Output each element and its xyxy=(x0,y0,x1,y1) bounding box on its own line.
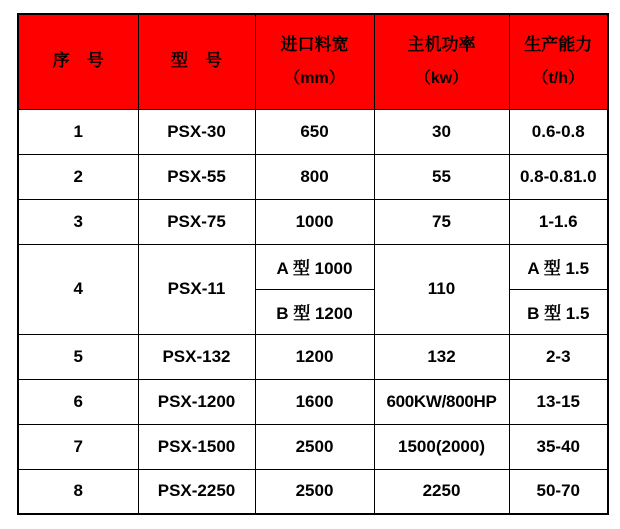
cell-width-type-b: B 型 1200 xyxy=(255,289,374,334)
cell-model: PSX-55 xyxy=(138,154,255,199)
cell-power: 132 xyxy=(374,334,509,379)
cell-width: 2500 xyxy=(255,424,374,469)
cell-model: PSX-11 xyxy=(138,244,255,334)
header-power-label: 主机功率 xyxy=(407,35,476,55)
cell-power: 55 xyxy=(374,154,509,199)
header-inlet-width-unit: （mm） xyxy=(284,69,345,87)
cell-serial: 3 xyxy=(18,199,138,244)
cell-model: PSX-1200 xyxy=(138,379,255,424)
header-capacity-unit: （t/h） xyxy=(532,69,585,87)
cell-power: 110 xyxy=(374,244,509,334)
cell-serial: 1 xyxy=(18,109,138,154)
table-row-4a xyxy=(18,244,608,289)
table-row-1 xyxy=(18,109,608,154)
cell-power: 30 xyxy=(374,109,509,154)
header-row xyxy=(18,14,608,109)
cell-serial: 4 xyxy=(18,244,138,334)
table-row-5 xyxy=(18,334,608,379)
table-row-3 xyxy=(18,199,608,244)
header-cell-inlet-width xyxy=(255,14,374,109)
cell-width-type-a: A 型 1000 xyxy=(255,244,374,289)
table-row-2 xyxy=(18,154,608,199)
cell-width: 650 xyxy=(255,109,374,154)
cell-capacity: 0.8-0.81.0 xyxy=(509,154,608,199)
table-row-6 xyxy=(18,379,608,424)
cell-width: 1200 xyxy=(255,334,374,379)
header-power-unit: （kw） xyxy=(414,69,469,87)
header-serial-label: 序 号 xyxy=(52,51,104,71)
header-inlet-width-label: 进口料宽 xyxy=(280,35,349,55)
header-capacity-label: 生产能力 xyxy=(524,35,593,55)
table-row-8 xyxy=(18,469,608,514)
cell-power: 1500(2000) xyxy=(374,424,509,469)
cell-width: 1000 xyxy=(255,199,374,244)
header-model-label: 型 号 xyxy=(171,51,222,71)
header-cell-serial xyxy=(18,14,138,109)
cell-capacity: 0.6-0.8 xyxy=(509,109,608,154)
header-cell-capacity xyxy=(509,14,608,109)
cell-model: PSX-75 xyxy=(138,199,255,244)
cell-serial: 8 xyxy=(18,469,138,514)
cell-model: PSX-2250 xyxy=(138,469,255,514)
cell-serial: 5 xyxy=(18,334,138,379)
cell-serial: 6 xyxy=(18,379,138,424)
cell-serial: 2 xyxy=(18,154,138,199)
cell-power: 75 xyxy=(374,199,509,244)
cell-model: PSX-132 xyxy=(138,334,255,379)
cell-power: 600KW/800HP xyxy=(374,379,509,424)
cell-model: PSX-1500 xyxy=(138,424,255,469)
header-cell-power xyxy=(374,14,509,109)
cell-capacity: 13-15 xyxy=(509,379,608,424)
cell-capacity: 2-3 xyxy=(509,334,608,379)
table-row-7 xyxy=(18,424,608,469)
cell-capacity-type-a: A 型 1.5 xyxy=(509,244,608,289)
cell-serial: 7 xyxy=(18,424,138,469)
cell-capacity-type-b: B 型 1.5 xyxy=(509,289,608,334)
cell-width: 1600 xyxy=(255,379,374,424)
cell-width: 800 xyxy=(255,154,374,199)
product-spec-table xyxy=(17,13,609,515)
cell-width: 2500 xyxy=(255,469,374,514)
cell-capacity: 50-70 xyxy=(509,469,608,514)
cell-model: PSX-30 xyxy=(138,109,255,154)
cell-power: 2250 xyxy=(374,469,509,514)
cell-capacity: 35-40 xyxy=(509,424,608,469)
cell-capacity: 1-1.6 xyxy=(509,199,608,244)
header-cell-model xyxy=(138,14,255,109)
